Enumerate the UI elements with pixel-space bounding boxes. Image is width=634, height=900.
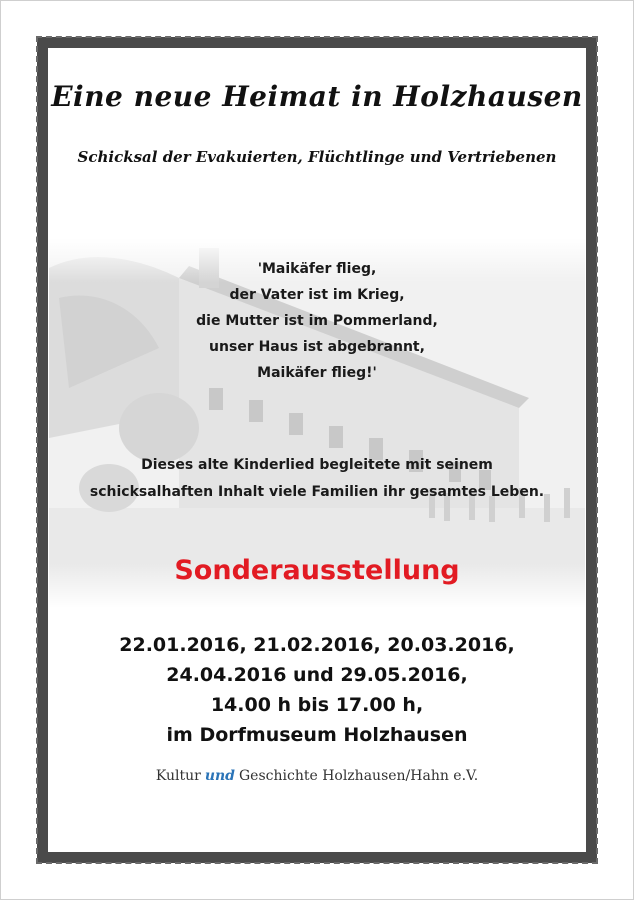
dates-line: 24.04.2016 und 29.05.2016, — [166, 664, 468, 686]
caption-line: Dieses alte Kinderlied begleitete mit seinem — [141, 457, 493, 473]
poster-title: Eine neue Heimat in Holzhausen — [51, 80, 583, 113]
organizer — [0, 768, 634, 784]
poem-caption — [0, 452, 634, 506]
event-dates — [0, 630, 634, 750]
poem — [0, 256, 634, 386]
poster-subtitle: Schicksal der Evakuierten, Flüchtlinge und Vertriebenen — [77, 148, 557, 166]
venue-line: im Dorfmuseum Holzhausen — [166, 724, 468, 746]
exhibition-headline: Sonderausstellung — [174, 555, 460, 586]
poem-line: 'Maikäfer flieg, — [257, 261, 377, 277]
time-line: 14.00 h bis 17.00 h, — [210, 694, 424, 716]
organizer-connector-logo: und — [204, 768, 235, 784]
caption-line: schicksalhaften Inhalt viele Familien ihr gesamtes Leben. — [89, 484, 545, 500]
poem-line: die Mutter ist im Pommerland, — [196, 313, 438, 329]
poem-line: unser Haus ist abgebrannt, — [209, 339, 425, 355]
poem-line: der Vater ist im Krieg, — [229, 287, 405, 303]
dates-line: 22.01.2016, 21.02.2016, 20.03.2016, — [119, 634, 515, 656]
organizer-part2: Geschichte Holzhausen/Hahn e.V. — [238, 768, 479, 784]
organizer-part1: Kultur — [155, 768, 201, 784]
poem-line: Maikäfer flieg!' — [257, 365, 377, 381]
